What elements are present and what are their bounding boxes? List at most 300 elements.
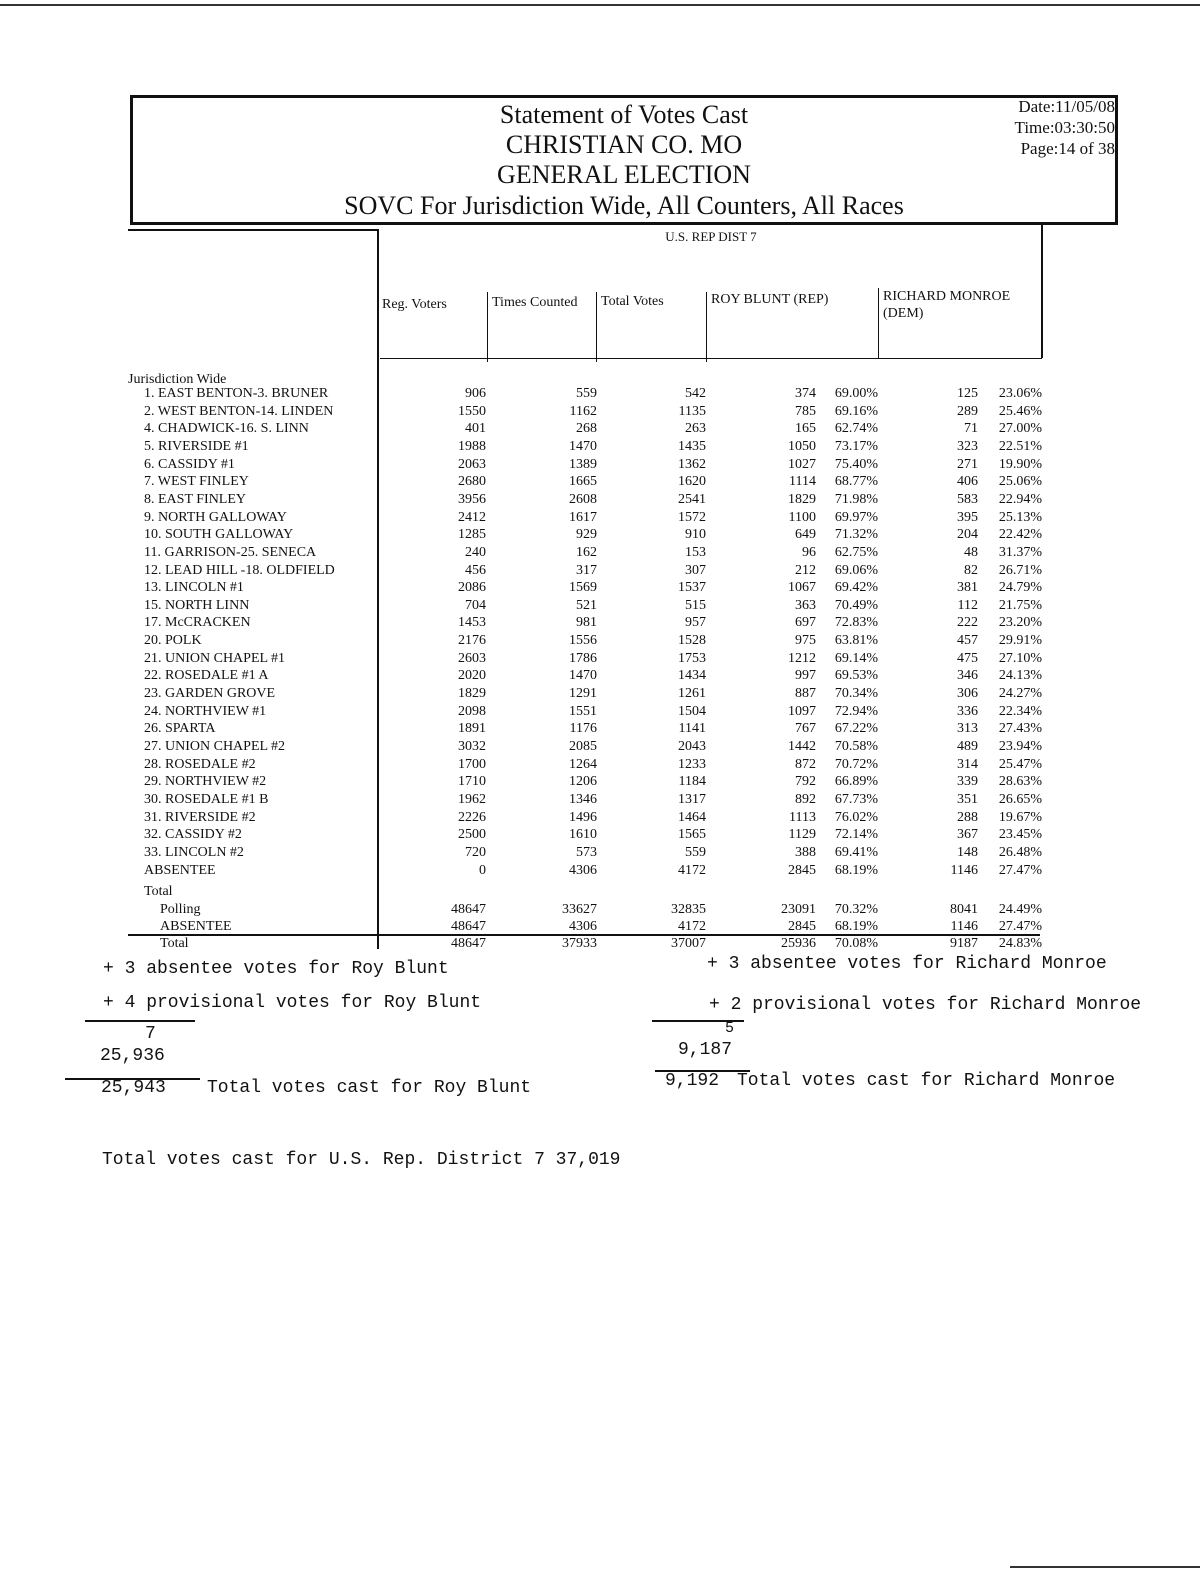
reg-voters-cell: 2063 xyxy=(458,456,486,472)
totals-grand-row xyxy=(0,935,1200,953)
blunt-pct-cell: 70.34% xyxy=(834,686,878,702)
monroe-votes-cell: 204 xyxy=(957,527,978,543)
monroe-votes-cell: 125 xyxy=(957,386,978,401)
reg-voters-cell: 2226 xyxy=(458,809,486,825)
reg-voters-cell: 2098 xyxy=(458,703,486,719)
times-counted-cell: 559 xyxy=(576,386,597,401)
blunt-pct-cell: 71.98% xyxy=(834,491,878,507)
blunt-pct-cell: 66.89% xyxy=(834,774,878,790)
blunt-pct-cell: 72.94% xyxy=(834,703,878,719)
note-district-total: Total votes cast for U.S. Rep. District 7 37,019 xyxy=(102,1150,621,1170)
monroe-votes-cell: 339 xyxy=(957,774,978,790)
blunt-votes-cell: 792 xyxy=(795,774,816,790)
times-counted-cell: 1470 xyxy=(569,438,597,454)
precinct-name: 30. ROSEDALE #1 B xyxy=(144,791,269,807)
totals-label: Total xyxy=(144,884,173,899)
table-row xyxy=(0,614,1200,632)
col-candidate-blunt: ROY BLUNT (REP) xyxy=(711,292,829,307)
totals-row-mv: 9187 xyxy=(950,936,978,951)
reg-voters-cell: 1962 xyxy=(458,791,486,807)
totals-row-reg: 48647 xyxy=(451,936,486,951)
monroe-pct-cell: 26.65% xyxy=(998,791,1042,807)
blunt-pct-cell: 70.49% xyxy=(834,597,878,613)
blunt-pct-cell: 62.74% xyxy=(834,421,878,437)
table-row xyxy=(0,844,1200,862)
reg-voters-cell: 1710 xyxy=(458,774,486,790)
monroe-pct-cell: 27.47% xyxy=(998,862,1042,878)
county-name: CHRISTIAN CO. MO xyxy=(505,130,743,159)
totals-row-name: Total xyxy=(160,936,189,951)
reg-voters-cell: 401 xyxy=(465,421,486,437)
times-counted-cell: 4306 xyxy=(569,862,597,878)
precinct-name: 1. EAST BENTON-3. BRUNER xyxy=(144,386,329,401)
reg-voters-cell: 1453 xyxy=(458,615,486,631)
monroe-votes-cell: 71 xyxy=(964,421,978,437)
table-row xyxy=(0,862,1200,880)
blunt-pct-cell: 69.42% xyxy=(834,580,878,596)
reg-voters-cell: 1891 xyxy=(458,721,486,737)
blunt-votes-cell: 997 xyxy=(795,668,816,684)
report-meta xyxy=(985,96,1115,159)
total-votes-cell: 2541 xyxy=(678,491,706,507)
total-votes-cell: 1135 xyxy=(678,403,706,419)
scan-top-edge xyxy=(0,4,1200,6)
monroe-pct-cell: 23.45% xyxy=(998,827,1042,843)
total-votes-cell: 515 xyxy=(685,597,706,613)
blunt-votes-cell: 96 xyxy=(802,544,816,560)
total-votes-cell: 1572 xyxy=(678,509,706,525)
precinct-name: 29. NORTHVIEW #2 xyxy=(144,774,267,790)
blunt-votes-cell: 975 xyxy=(795,633,816,649)
table-row xyxy=(0,473,1200,491)
total-votes-cell: 1184 xyxy=(678,774,706,790)
total-votes-cell: 153 xyxy=(685,544,706,560)
table-row xyxy=(0,403,1200,421)
blunt-votes-cell: 767 xyxy=(795,721,816,737)
monroe-pct-cell: 25.46% xyxy=(998,403,1042,419)
reg-voters-cell: 2020 xyxy=(458,668,486,684)
monroe-votes-cell: 148 xyxy=(957,844,978,860)
table-row xyxy=(0,456,1200,474)
blunt-pct-cell: 75.40% xyxy=(834,456,878,472)
report-title: Statement of Votes Cast xyxy=(499,100,749,129)
times-counted-cell: 1610 xyxy=(569,827,597,843)
totals-row-tv: 32835 xyxy=(671,902,706,917)
total-votes-cell: 2043 xyxy=(678,739,706,754)
monroe-pct-cell: 19.67% xyxy=(998,809,1042,825)
monroe-pct-cell: 27.00% xyxy=(998,421,1042,437)
reg-voters-cell: 1700 xyxy=(458,756,486,772)
blunt-votes-cell: 1442 xyxy=(788,739,816,754)
grid-col-rule-3 xyxy=(706,292,707,362)
grid-col-rule-2 xyxy=(596,292,597,362)
times-counted-cell: 1206 xyxy=(569,774,597,790)
precinct-name: 22. ROSEDALE #1 A xyxy=(144,668,269,684)
blunt-votes-cell: 785 xyxy=(795,403,816,419)
times-counted-cell: 1551 xyxy=(569,703,597,719)
monroe-votes-cell: 82 xyxy=(964,562,978,578)
precinct-name: 17. McCRACKEN xyxy=(144,615,251,631)
totals-row-tc: 4306 xyxy=(569,919,597,934)
total-votes-cell: 307 xyxy=(685,562,706,578)
totals-row-tc: 37933 xyxy=(562,936,597,951)
reg-voters-cell: 2086 xyxy=(458,580,486,596)
blunt-votes-cell: 165 xyxy=(795,421,816,437)
report-date: Date:11/05/08 xyxy=(1018,97,1115,116)
precinct-name: 21. UNION CHAPEL #1 xyxy=(144,650,286,666)
precinct-name: 27. UNION CHAPEL #2 xyxy=(144,739,286,754)
monroe-votes-cell: 306 xyxy=(957,686,978,702)
totals-row-tv: 4172 xyxy=(678,919,706,934)
note-monroe-added: 5 xyxy=(725,1020,735,1037)
total-votes-cell: 542 xyxy=(685,386,706,401)
monroe-pct-cell: 27.10% xyxy=(998,650,1042,666)
blunt-pct-cell: 69.14% xyxy=(834,650,878,666)
total-votes-cell: 263 xyxy=(685,421,706,437)
monroe-pct-cell: 23.94% xyxy=(998,739,1042,754)
monroe-pct-cell: 23.06% xyxy=(998,386,1042,401)
monroe-pct-cell: 24.27% xyxy=(998,686,1042,702)
totals-row-tv: 37007 xyxy=(671,936,706,951)
times-counted-cell: 1470 xyxy=(569,668,597,684)
blunt-votes-cell: 374 xyxy=(795,386,816,401)
precinct-name: 32. CASSIDY #2 xyxy=(144,827,242,843)
monroe-pct-cell: 22.42% xyxy=(998,527,1042,543)
totals-row-mp: 24.83% xyxy=(998,936,1042,951)
monroe-votes-cell: 475 xyxy=(957,650,978,666)
precinct-name: 33. LINCOLN #2 xyxy=(144,844,244,860)
blunt-pct-cell: 63.81% xyxy=(834,633,878,649)
times-counted-cell: 1389 xyxy=(569,456,597,472)
totals-row-bp: 70.32% xyxy=(834,902,878,917)
precinct-name: 31. RIVERSIDE #2 xyxy=(144,809,256,825)
blunt-pct-cell: 69.41% xyxy=(834,844,878,860)
note-blunt-subtotal: 25,936 xyxy=(100,1046,165,1066)
blunt-pct-cell: 72.83% xyxy=(834,615,878,631)
total-votes-cell: 4172 xyxy=(678,862,706,878)
reg-voters-cell: 2412 xyxy=(458,509,486,525)
monroe-votes-cell: 323 xyxy=(957,438,978,454)
col-reg-voters: Reg. Voters xyxy=(382,297,447,312)
monroe-votes-cell: 288 xyxy=(957,809,978,825)
blunt-votes-cell: 1829 xyxy=(788,491,816,507)
precinct-name: 24. NORTHVIEW #1 xyxy=(144,703,267,719)
times-counted-cell: 1617 xyxy=(569,509,597,525)
report-page: Page:14 of 38 xyxy=(1020,139,1115,158)
reg-voters-cell: 1285 xyxy=(458,527,486,543)
table-row xyxy=(0,738,1200,756)
blunt-votes-cell: 363 xyxy=(795,597,816,613)
monroe-pct-cell: 26.71% xyxy=(998,562,1042,578)
precinct-name: 11. GARRISON-25. SENECA xyxy=(144,544,317,560)
precinct-name: 6. CASSIDY #1 xyxy=(144,456,235,472)
times-counted-cell: 1786 xyxy=(569,650,597,666)
blunt-pct-cell: 76.02% xyxy=(834,809,878,825)
reg-voters-cell: 2176 xyxy=(458,633,486,649)
note-blunt-absentee: + 3 absentee votes for Roy Blunt xyxy=(103,959,449,979)
total-votes-cell: 1537 xyxy=(678,580,706,596)
monroe-votes-cell: 489 xyxy=(957,739,978,754)
totals-row-mp: 27.47% xyxy=(998,919,1042,934)
monroe-pct-cell: 22.94% xyxy=(998,491,1042,507)
total-votes-cell: 559 xyxy=(685,844,706,860)
reg-voters-cell: 704 xyxy=(465,597,486,613)
monroe-pct-cell: 28.63% xyxy=(998,774,1042,790)
note-monroe-total-label: Total votes cast for Richard Monroe xyxy=(737,1071,1116,1091)
monroe-pct-cell: 22.51% xyxy=(998,438,1042,454)
blunt-votes-cell: 1050 xyxy=(788,438,816,454)
monroe-votes-cell: 346 xyxy=(957,668,978,684)
total-votes-cell: 1620 xyxy=(678,474,706,490)
precinct-name: 2. WEST BENTON-14. LINDEN xyxy=(144,403,334,419)
monroe-pct-cell: 24.79% xyxy=(998,580,1042,596)
totals-row-reg: 48647 xyxy=(451,902,486,917)
monroe-votes-cell: 112 xyxy=(957,597,978,613)
blunt-votes-cell: 212 xyxy=(795,562,816,578)
reg-voters-cell: 2500 xyxy=(458,827,486,843)
times-counted-cell: 1291 xyxy=(569,686,597,702)
monroe-pct-cell: 23.20% xyxy=(998,615,1042,631)
totals-row-name: Polling xyxy=(160,902,201,917)
table-row xyxy=(0,650,1200,668)
reg-voters-cell: 3956 xyxy=(458,491,486,507)
blunt-pct-cell: 69.00% xyxy=(834,386,878,401)
monroe-votes-cell: 1146 xyxy=(950,862,978,878)
times-counted-cell: 162 xyxy=(576,544,597,560)
monroe-votes-cell: 336 xyxy=(957,703,978,719)
note-blunt-provisional: + 4 provisional votes for Roy Blunt xyxy=(103,993,482,1013)
blunt-votes-cell: 1212 xyxy=(788,650,816,666)
precinct-name: 10. SOUTH GALLOWAY xyxy=(144,527,294,543)
monroe-pct-cell: 26.48% xyxy=(998,844,1042,860)
table-row xyxy=(0,526,1200,544)
times-counted-cell: 929 xyxy=(576,527,597,543)
precinct-name: 12. LEAD HILL -18. OLDFIELD xyxy=(144,562,335,578)
reg-voters-cell: 0 xyxy=(479,862,486,878)
table-row xyxy=(0,579,1200,597)
blunt-pct-cell: 69.53% xyxy=(834,668,878,684)
blunt-pct-cell: 69.06% xyxy=(834,562,878,578)
blunt-pct-cell: 72.14% xyxy=(834,827,878,843)
precinct-name: 13. LINCOLN #1 xyxy=(144,580,244,596)
blunt-pct-cell: 71.32% xyxy=(834,527,878,543)
times-counted-cell: 573 xyxy=(576,844,597,860)
precinct-name: 8. EAST FINLEY xyxy=(144,491,247,507)
grid-col-rule-4 xyxy=(878,288,879,358)
monroe-pct-cell: 19.90% xyxy=(998,456,1042,472)
table-row xyxy=(0,544,1200,562)
table-row xyxy=(0,667,1200,685)
table-row xyxy=(0,438,1200,456)
blunt-pct-cell: 62.75% xyxy=(834,544,878,560)
totals-row-mv: 8041 xyxy=(950,902,978,917)
total-votes-cell: 1434 xyxy=(678,668,706,684)
table-row xyxy=(0,756,1200,774)
precinct-name: 9. NORTH GALLOWAY xyxy=(144,509,287,525)
precinct-name: 28. ROSEDALE #2 xyxy=(144,756,256,772)
precinct-name: 20. POLK xyxy=(144,633,202,649)
blunt-votes-cell: 887 xyxy=(795,686,816,702)
monroe-pct-cell: 27.43% xyxy=(998,721,1042,737)
monroe-votes-cell: 395 xyxy=(957,509,978,525)
totals-polling-row xyxy=(0,901,1200,919)
table-row xyxy=(0,385,1200,403)
reg-voters-cell: 906 xyxy=(465,386,486,401)
reg-voters-cell: 1829 xyxy=(458,686,486,702)
monroe-pct-cell: 25.13% xyxy=(998,509,1042,525)
grid-top-left-rule xyxy=(128,229,378,231)
monroe-votes-cell: 313 xyxy=(957,721,978,737)
report-time: Time:03:30:50 xyxy=(1014,118,1115,137)
blunt-pct-cell: 67.73% xyxy=(834,791,878,807)
blunt-votes-cell: 649 xyxy=(795,527,816,543)
total-votes-cell: 1317 xyxy=(678,791,706,807)
monroe-votes-cell: 583 xyxy=(957,491,978,507)
total-votes-cell: 1362 xyxy=(678,456,706,472)
total-votes-cell: 1753 xyxy=(678,650,706,666)
blunt-pct-cell: 68.19% xyxy=(834,862,878,878)
col-total-votes: Total Votes xyxy=(601,294,664,309)
times-counted-cell: 1264 xyxy=(569,756,597,772)
reg-voters-cell: 456 xyxy=(465,562,486,578)
race-title: U.S. REP DIST 7 xyxy=(665,229,757,244)
totals-row-tc: 33627 xyxy=(562,902,597,917)
precinct-name: 4. CHADWICK-16. S. LINN xyxy=(144,421,309,437)
blunt-votes-cell: 697 xyxy=(795,615,816,631)
monroe-pct-cell: 22.34% xyxy=(998,703,1042,719)
times-counted-cell: 1346 xyxy=(569,791,597,807)
monroe-pct-cell: 21.75% xyxy=(998,597,1042,613)
times-counted-cell: 2608 xyxy=(569,491,597,507)
times-counted-cell: 521 xyxy=(576,597,597,613)
reg-voters-cell: 2603 xyxy=(458,650,486,666)
monroe-votes-cell: 381 xyxy=(957,580,978,596)
report-header xyxy=(130,95,1118,225)
times-counted-cell: 268 xyxy=(576,421,597,437)
total-votes-cell: 1528 xyxy=(678,633,706,649)
table-row xyxy=(0,685,1200,703)
totals-row-name: ABSENTEE xyxy=(160,919,232,934)
blunt-votes-cell: 1129 xyxy=(788,827,816,843)
monroe-pct-cell: 31.37% xyxy=(998,544,1042,560)
grid-col-rule-1 xyxy=(487,292,488,362)
monroe-votes-cell: 457 xyxy=(957,633,978,649)
blunt-pct-cell: 68.77% xyxy=(834,474,878,490)
total-votes-cell: 1464 xyxy=(678,809,706,825)
table-row xyxy=(0,562,1200,580)
reg-voters-cell: 720 xyxy=(465,844,486,860)
note-monroe-provisional: + 2 provisional votes for Richard Monroe xyxy=(709,995,1142,1015)
totals-row-mp: 24.49% xyxy=(998,902,1042,917)
monroe-votes-cell: 406 xyxy=(957,474,978,490)
times-counted-cell: 1556 xyxy=(569,633,597,649)
times-counted-cell: 1496 xyxy=(569,809,597,825)
note-blunt-total: 25,943 xyxy=(101,1078,166,1098)
election-name: GENERAL ELECTION xyxy=(497,160,751,189)
precinct-name: 23. GARDEN GROVE xyxy=(144,686,276,702)
totals-row-bv: 25936 xyxy=(781,936,816,951)
reg-voters-cell: 1550 xyxy=(458,403,486,419)
blunt-votes-cell: 872 xyxy=(795,756,816,772)
note-monroe-absentee: + 3 absentee votes for Richard Monroe xyxy=(707,954,1107,974)
jurisdiction-label: Jurisdiction Wide xyxy=(128,372,227,387)
table-row xyxy=(0,420,1200,438)
table-row xyxy=(0,791,1200,809)
monroe-votes-cell: 222 xyxy=(957,615,978,631)
note-blunt-total-label: Total votes cast for Roy Blunt xyxy=(207,1078,532,1098)
blunt-votes-cell: 1114 xyxy=(789,474,816,490)
precinct-name: 15. NORTH LINN xyxy=(144,597,250,613)
table-row xyxy=(0,703,1200,721)
blunt-pct-cell: 70.58% xyxy=(834,739,878,754)
blunt-pct-cell: 69.16% xyxy=(834,403,878,419)
report-subtitle: SOVC For Jurisdiction Wide, All Counters, All Races xyxy=(344,191,904,220)
times-counted-cell: 981 xyxy=(576,615,597,631)
total-votes-cell: 910 xyxy=(685,527,706,543)
table-row xyxy=(0,509,1200,527)
table-row xyxy=(0,826,1200,844)
table-row xyxy=(0,773,1200,791)
totals-row-bp: 68.19% xyxy=(834,919,878,934)
monroe-votes-cell: 271 xyxy=(957,456,978,472)
totals-row-bp: 70.08% xyxy=(834,936,878,951)
total-votes-cell: 1435 xyxy=(678,438,706,454)
total-votes-cell: 1565 xyxy=(678,827,706,843)
grid-header-bottom xyxy=(380,358,1042,359)
table-row xyxy=(0,632,1200,650)
blunt-sum-rule-1 xyxy=(85,1020,195,1022)
monroe-votes-cell: 367 xyxy=(957,827,978,843)
total-votes-cell: 1261 xyxy=(678,686,706,702)
times-counted-cell: 1176 xyxy=(569,721,597,737)
reg-voters-cell: 1988 xyxy=(458,438,486,454)
blunt-votes-cell: 892 xyxy=(795,791,816,807)
col-times-counted: Times Counted xyxy=(492,295,578,310)
scan-bottom-edge xyxy=(1010,1566,1200,1568)
blunt-pct-cell: 69.97% xyxy=(834,509,878,525)
totals-row-bv: 23091 xyxy=(781,902,816,917)
note-monroe-total: 9,192 xyxy=(665,1071,720,1091)
table-row xyxy=(0,720,1200,738)
monroe-votes-cell: 314 xyxy=(957,756,978,772)
total-votes-cell: 1141 xyxy=(678,721,706,737)
total-votes-cell: 1504 xyxy=(678,703,706,719)
blunt-votes-cell: 1113 xyxy=(789,809,816,825)
blunt-votes-cell: 1067 xyxy=(788,580,816,596)
blunt-pct-cell: 67.22% xyxy=(834,721,878,737)
blunt-pct-cell: 73.17% xyxy=(834,438,878,454)
monroe-votes-cell: 351 xyxy=(957,791,978,807)
monroe-pct-cell: 29.91% xyxy=(998,633,1042,649)
times-counted-cell: 1569 xyxy=(569,580,597,596)
monroe-pct-cell: 24.13% xyxy=(998,668,1042,684)
precinct-name: 7. WEST FINLEY xyxy=(144,474,249,490)
monroe-pct-cell: 25.47% xyxy=(998,756,1042,772)
blunt-votes-cell: 1027 xyxy=(788,456,816,472)
total-votes-cell: 957 xyxy=(685,615,706,631)
note-blunt-added: 7 xyxy=(145,1024,156,1044)
totals-row-reg: 48647 xyxy=(451,919,486,934)
table-row xyxy=(0,809,1200,827)
blunt-votes-cell: 2845 xyxy=(788,862,816,878)
total-votes-cell: 1233 xyxy=(678,756,706,772)
precinct-name: ABSENTEE xyxy=(144,862,216,878)
monroe-votes-cell: 289 xyxy=(957,403,978,419)
times-counted-cell: 1162 xyxy=(569,403,597,419)
table-row xyxy=(0,597,1200,615)
times-counted-cell: 317 xyxy=(576,562,597,578)
times-counted-cell: 2085 xyxy=(569,739,597,754)
